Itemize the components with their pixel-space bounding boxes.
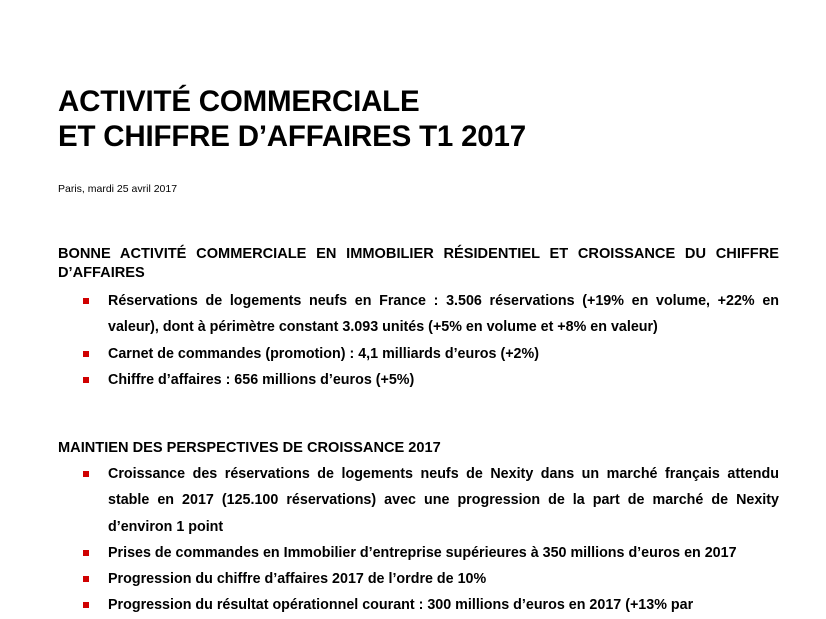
section-outlook — [58, 439, 779, 619]
list-item — [58, 566, 779, 592]
list-item — [58, 367, 779, 393]
red-square-bullet-icon — [83, 298, 89, 304]
page-title — [58, 84, 526, 154]
list-item — [58, 540, 779, 566]
section-heading: MAINTIEN DES PERSPECTIVES DE CROISSANCE 2017 — [58, 440, 441, 456]
red-square-bullet-icon — [83, 377, 89, 383]
red-square-bullet-icon — [83, 471, 89, 477]
red-square-bullet-icon — [83, 351, 89, 357]
section-heading: BONNE ACTIVITÉ COMMERCIALE EN IMMOBILIER RÉSIDENTIEL ET CROISSANCE DU CHIFFRE D’AFFAIRES — [58, 246, 779, 281]
bullet-list — [58, 461, 779, 619]
list-item-text: Carnet de commandes (promotion) : 4,1 milliards d’euros (+2%) — [108, 345, 539, 362]
red-square-bullet-icon — [83, 550, 89, 556]
title-line-1: ACTIVITÉ COMMERCIALE — [58, 85, 420, 118]
title-line-2: ET CHIFFRE D’AFFAIRES T1 2017 — [58, 120, 526, 153]
list-item — [58, 592, 779, 618]
list-item-text: Prises de commandes en Immobilier d’entreprise supérieures à 350 millions d’euros en 2017 — [108, 544, 737, 561]
list-item — [58, 288, 779, 341]
list-item-text: Progression du chiffre d’affaires 2017 de l’ordre de 10% — [108, 571, 487, 588]
bullet-list — [58, 288, 779, 393]
list-item — [58, 341, 779, 367]
section-commercial-activity — [58, 245, 779, 393]
list-item-text: Réservations de logements neufs en France : 3.506 réservations (+19% en volume, +22% en valeur), dont à périmètre constant 3.093 unités (+5% en volume et +8% en valeur) — [108, 293, 779, 336]
list-item-text: Croissance des réservations de logements neufs de Nexity dans un marché français attendu stable en 2017 (125.100 réservations) avec une progression de la part de marché de Nexity d’environ 1 point — [108, 466, 779, 535]
dateline: Paris, mardi 25 avril 2017 — [58, 183, 178, 195]
list-item-text: Chiffre d’affaires : 656 millions d’euros (+5%) — [108, 371, 415, 388]
list-item — [58, 461, 779, 540]
red-square-bullet-icon — [83, 576, 89, 582]
list-item-text: Progression du résultat opérationnel courant : 300 millions d’euros en 2017 (+13% par — [108, 597, 694, 614]
red-square-bullet-icon — [83, 602, 89, 608]
